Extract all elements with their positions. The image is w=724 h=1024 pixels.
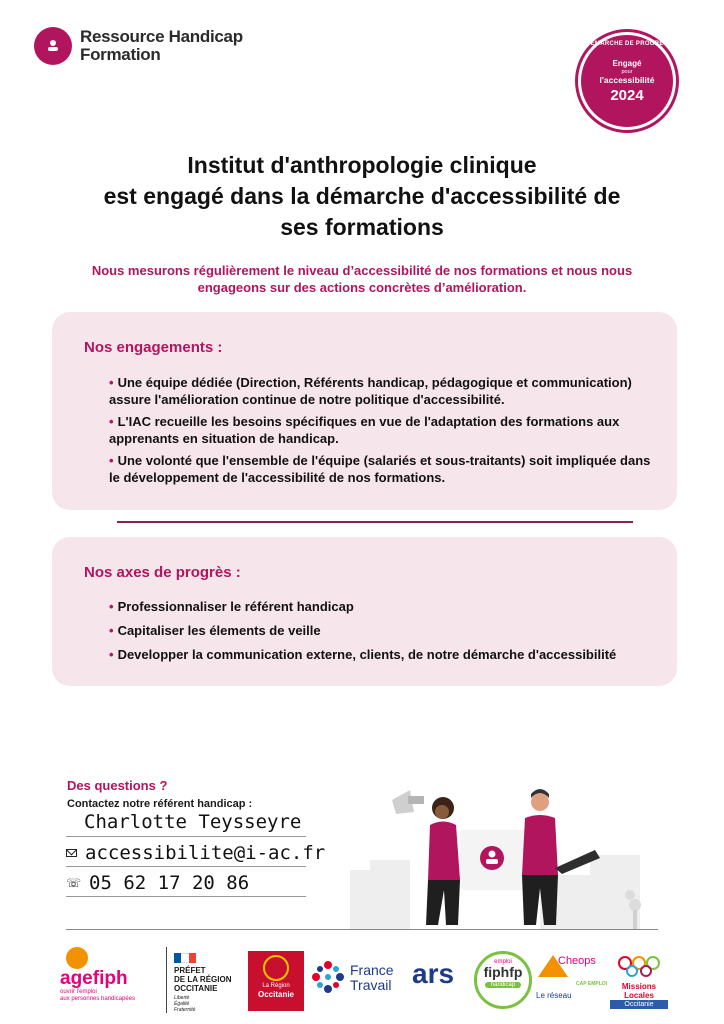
list-item: • Developper la communication externe, clients, de notre démarche d'accessibilité xyxy=(109,647,617,662)
phone-icon: ☏ xyxy=(66,876,82,890)
list-item: • Professionnaliser le référent handicap xyxy=(109,599,354,614)
intro-text: Nous mesurons régulièrement le niveau d’accessibilité de nos formations et nous nous engageons sur des actions concrètes d’amélioration. xyxy=(91,263,633,295)
contact-email[interactable]: accessibilite@i-ac.fr xyxy=(85,842,326,864)
engagements-card xyxy=(52,312,677,510)
separator xyxy=(166,947,167,1013)
contact-phone[interactable]: 05 62 17 20 86 xyxy=(89,872,250,894)
logo-icon xyxy=(34,27,72,65)
prefet-logo: PRÉFET DE LA RÉGION OCCITANIE Liberté Égalité Fraternité xyxy=(174,953,244,1013)
separator xyxy=(66,896,306,897)
axes-heading: Nos axes de progrès : xyxy=(84,564,241,581)
ars-logo: ars xyxy=(412,958,455,989)
contact-label: Contactez notre référent handicap : xyxy=(67,798,253,810)
france-travail-logo: France Travail xyxy=(310,959,402,999)
contact-name: Charlotte Teysseyre xyxy=(84,811,302,833)
logo-text: Ressource Handicap Formation xyxy=(80,27,243,64)
separator xyxy=(66,836,306,837)
axes-card xyxy=(52,537,677,686)
phone-row[interactable] xyxy=(66,872,249,894)
questions-heading: Des questions ? xyxy=(67,778,168,793)
fiphfp-logo: emploi fiphfp handicap xyxy=(474,951,532,1009)
people-icon xyxy=(617,955,661,977)
agefiph-logo: agefiph ouvrir l'emploi aux personnes handicapées xyxy=(60,947,160,1003)
region-logo: La Région Occitanie xyxy=(248,951,304,1011)
email-row[interactable] xyxy=(66,842,325,864)
accessibility-badge: DÉMARCHE DE PROGRÈS Engagé pour l'accessibilité 2024 xyxy=(578,32,676,130)
mail-icon xyxy=(66,849,77,857)
cheops-logo: Cheops CAP EMPLOI Le réseau xyxy=(536,955,608,1000)
list-item: • L'IAC recueille les besoins spécifiques en vue de l'adaptation des formations aux apprenants en situation de handicap. xyxy=(109,414,620,446)
list-item: • Une volonté que l'ensemble de l'équipe (salariés et sous-traitants) soit impliquée dans le développement de l'accessibilité de nos formations. xyxy=(109,453,651,485)
page-title: Institut d'anthropologie clinique est engagé dans la démarche d'accessibilité de ses formations xyxy=(103,152,621,240)
partner-logos xyxy=(60,945,665,1015)
france-travail-icon xyxy=(310,959,346,995)
separator xyxy=(66,866,306,867)
people-illustration xyxy=(350,770,660,930)
list-item: • Capitaliser les élements de veille xyxy=(109,623,321,638)
missions-locales-logo: Missions Locales Occitanie xyxy=(610,955,668,1007)
separator xyxy=(66,929,658,930)
list-item: • Une équipe dédiée (Direction, Référents handicap, pédagogique et communication) assure l'amélioration continue de notre politique d'accessibilité. xyxy=(109,375,632,407)
engagements-heading: Nos engagements : xyxy=(84,339,223,356)
divider xyxy=(117,521,633,523)
